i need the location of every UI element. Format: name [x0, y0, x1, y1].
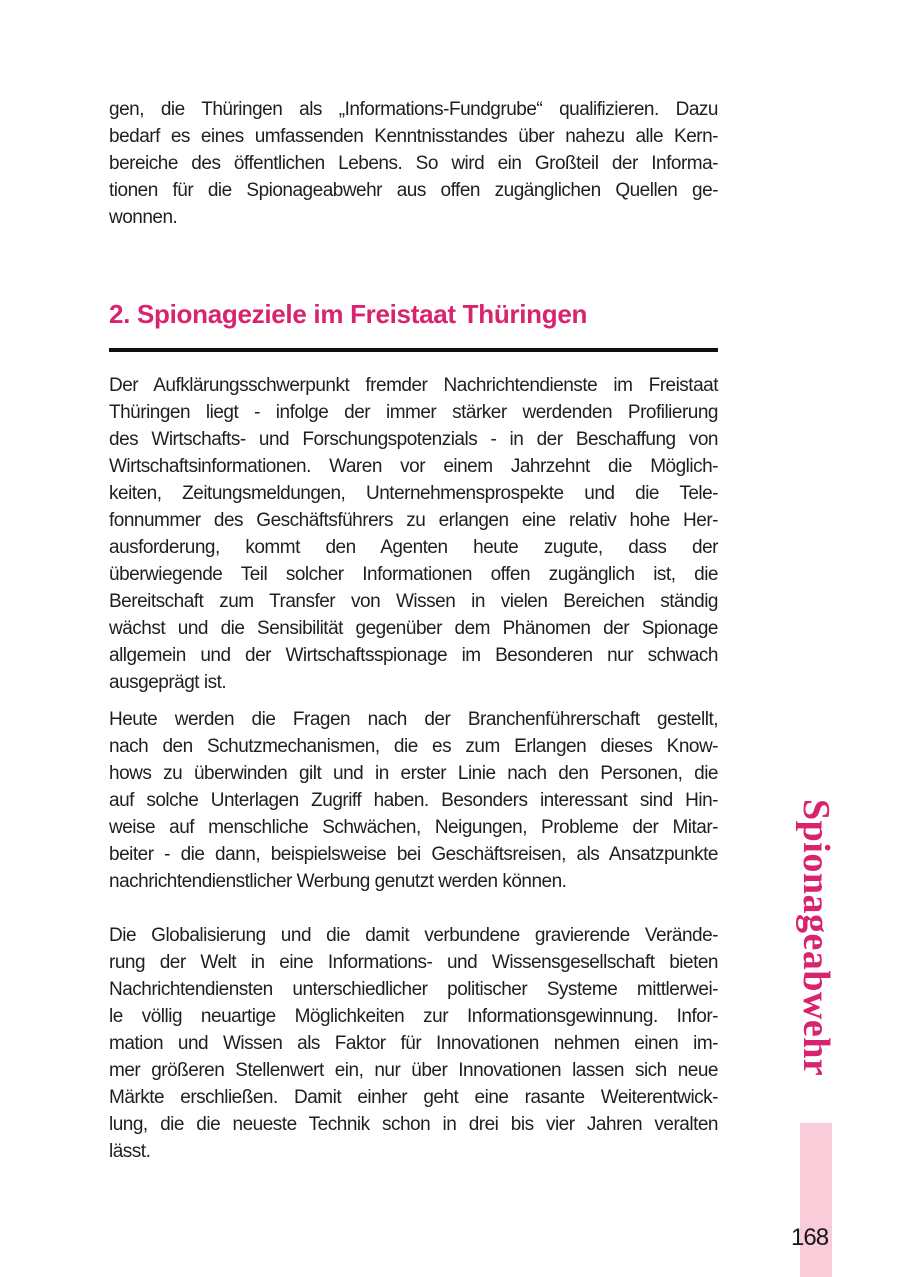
text-line: Wirtschaftsinformationen. Waren vor einem Jahrzehnt die Möglich-: [109, 456, 718, 477]
text-line: Heute werden die Fragen nach der Branchenführerschaft gestellt,: [109, 709, 718, 730]
text-line: fonnummer des Geschäftsführers zu erlangen eine relativ hohe Her-: [109, 510, 718, 531]
text-line: allgemein und der Wirtschaftsspionage im Besonderen nur schwach: [109, 645, 718, 666]
text-line: des Wirtschafts- und Forschungspotenzials - in der Beschaffung von: [109, 429, 718, 450]
text-line: mation und Wissen als Faktor für Innovationen nehmen einen im-: [109, 1033, 718, 1054]
text-line: überwiegende Teil solcher Informationen offen zugänglich ist, die: [109, 564, 718, 585]
sidebar-vertical-label: Spionageabwehr: [795, 799, 837, 1077]
page-number: 168: [791, 1224, 829, 1251]
text-line: weise auf menschliche Schwächen, Neigungen, Probleme der Mitar-: [109, 817, 718, 838]
text-line: Märkte erschließen. Damit einher geht eine rasante Weiterentwick-: [109, 1087, 718, 1108]
text-line: rung der Welt in eine Informations- und Wissensgesellschaft bieten: [109, 952, 718, 973]
text-line: gen, die Thüringen als „Informations-Fundgrube“ qualifizieren. Dazu: [109, 99, 718, 120]
text-line: tionen für die Spionageabwehr aus offen zugänglichen Quellen ge-: [109, 180, 718, 201]
body-paragraph-3: [109, 922, 718, 1165]
text-line: Der Aufklärungsschwerpunkt fremder Nachrichtendienste im Freistaat: [109, 375, 718, 396]
text-line: auf solche Unterlagen Zugriff haben. Besonders interessant sind Hin-: [109, 790, 718, 811]
text-line: lung, die die neueste Technik schon in drei bis vier Jahren veralten: [109, 1114, 718, 1135]
text-line: hows zu überwinden gilt und in erster Linie nach den Personen, die: [109, 763, 718, 784]
text-line: Bereitschaft zum Transfer von Wissen in vielen Bereichen ständig: [109, 591, 718, 612]
text-line: beiter - die dann, beispielsweise bei Geschäftsreisen, als Ansatzpunkte: [109, 844, 718, 865]
heading-rule: [109, 348, 718, 352]
text-line: lässt.: [109, 1141, 151, 1162]
text-line: keiten, Zeitungsmeldungen, Unternehmensprospekte und die Tele-: [109, 483, 718, 504]
text-line: Nachrichtendiensten unterschiedlicher politischer Systeme mittlerwei-: [109, 979, 718, 1000]
text-line: ausgeprägt ist.: [109, 672, 227, 693]
text-line: le völlig neuartige Möglichkeiten zur Informationsgewinnung. Infor-: [109, 1006, 718, 1027]
body-paragraph-2: [109, 706, 718, 895]
text-line: mer größeren Stellenwert ein, nur über Innovationen lassen sich neue: [109, 1060, 718, 1081]
intro-paragraph: [109, 96, 718, 231]
text-line: bereiche des öffentlichen Lebens. So wird ein Großteil der Informa-: [109, 153, 718, 174]
text-line: wächst und die Sensibilität gegenüber dem Phänomen der Spionage: [109, 618, 718, 639]
text-line: nach den Schutzmechanismen, die es zum Erlangen dieses Know-: [109, 736, 718, 757]
text-line: wonnen.: [109, 207, 178, 228]
text-line: ausforderung, kommt den Agenten heute zugute, dass der: [109, 537, 718, 558]
text-line: Thüringen liegt - infolge der immer stärker werdenden Profilierung: [109, 402, 718, 423]
section-heading: 2. Spionageziele im Freistaat Thüringen: [109, 299, 588, 329]
text-line: nachrichtendienstlicher Werbung genutzt werden können.: [109, 871, 567, 892]
text-line: Die Globalisierung und die damit verbundene gravierende Verände-: [109, 925, 718, 946]
pink-accent-bar: [800, 1123, 832, 1277]
text-line: bedarf es eines umfassenden Kenntnisstandes über nahezu alle Kern-: [109, 126, 718, 147]
body-paragraph-1: [109, 372, 718, 696]
